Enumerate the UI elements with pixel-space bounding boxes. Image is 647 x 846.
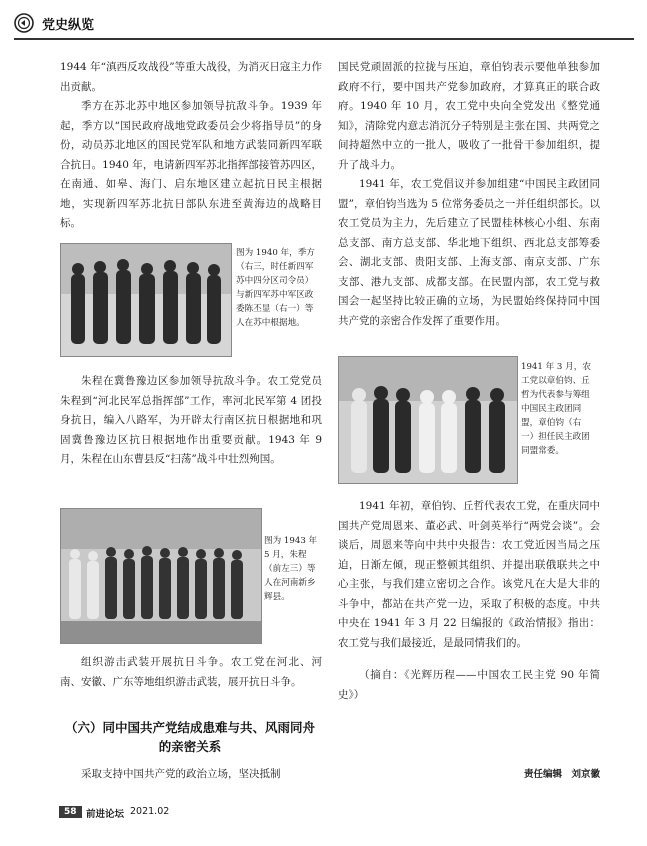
- photo-jifang-1940: [60, 243, 232, 357]
- left-paragraph-5: 采取支持中国共产党的政治立场，坚决抵制: [81, 768, 281, 780]
- left-paragraph-3: 朱程在冀鲁豫边区参加领导抗敌斗争。农工党党员朱程到“河北民军总指挥部”工作，率河北民军第 4 团投身抗日，编入八路军，为开辟太行南区抗日根据地和巩固冀鲁豫边区抗日根据地作出重要贡献。1943 年 9 月，朱程在山东曹县反“扫荡”战斗中壮烈殉国。: [60, 375, 322, 465]
- left-paragraph-4: 组织游击武装开展抗日斗争。农工党在河北、河南、安徽、广东等地组织游击武装，展开抗日斗争。: [60, 656, 322, 688]
- group-photo-icon: [61, 509, 261, 643]
- issue-date: 2021.02: [130, 806, 170, 817]
- photo-caption-1: 图为 1940 年，季方（右三，时任新四军苏中四分区司令员）与新四军苏中军区政委陈丕显（右一）等人在苏中根据地。: [236, 248, 315, 328]
- left-paragraph-2: 季方在苏北苏中地区参加领导抗敌斗争。1939 年起，季方以“国民政府战地党政委员会少将指导员”的身份，动员苏北地区的国民党军队和地方武装同新四军联合抗日。1940 年，电请新四军苏北指挥部接管苏四区，在南通、如皋、海门、启东地区建立起抗日民主根据地，实现新四军苏北抗日部队东进至黄海边的战略目标。: [60, 100, 322, 229]
- right-paragraph-3: 1941 年初，章伯钧、丘哲代表农工党，在重庆同中国共产党周恩来、董必武、叶剑英举行“两党会谈”。会谈后，周恩来等向中共中央报告：农工党近因当局之压迫，日渐左倾，现正整顿其组织、并提出联俄联共之中心主张，与我们建立密切之合作。该党凡在大是大非的斗争中，都站在共产党一边，采取了积极的态度。中共中央在 1941 年 3 月 22 日编报的《政治情报》指出：农工党与我们最接近，是最同情我们的。: [338, 500, 600, 649]
- group-photo-icon: [339, 357, 517, 483]
- photo-caption-3: 1941 年 3 月，农工党以章伯钧、丘哲为代表参与筹组中国民主政团同盟，章伯钧（右一）担任民主政团同盟常委。: [521, 362, 591, 456]
- responsible-editor: 责任编辑 刘京徽: [523, 769, 600, 780]
- section-title: 党史纵览: [42, 18, 95, 33]
- section-subheading: （六）同中国共产党结成患难与共、风雨同舟的亲密关系: [64, 720, 315, 754]
- header-rule: [14, 38, 634, 40]
- page-header: [14, 10, 634, 40]
- photo-caption-2: 图为 1943 年 5 月，朱程（前左三）等人在河南新乡辉县。: [264, 536, 318, 602]
- source-note: （摘自：《光辉历程——中国农工民主党 90 年简史》）: [338, 669, 600, 701]
- group-photo-icon: [61, 244, 231, 356]
- photo-zhangbojun-1941: [338, 356, 518, 484]
- magazine-name: 前进论坛: [86, 809, 125, 820]
- section-logo-icon: [14, 13, 34, 33]
- page-number: 58: [59, 806, 82, 818]
- right-paragraph-2: 1941 年，农工党倡议并参加组建“中国民主政团同盟”，章伯钧当选为 5 位常务委员之一并任组织部长。以农工党员为主力，先后建立了民盟桂林核心小组、东南总支部、南方总支部、华北地下组织、西北总支部筹委会、湖北支部、贵阳支部、上海支部、南京支部、广东支部、港九支部、成都支部。在民盟内部，农工党与救国会一起坚持比较正确的立场，为民盟始终保持同中国共产党的亲密合作发挥了重要作用。: [338, 178, 600, 327]
- right-paragraph-1: 国民党顽固派的拉拢与压迫，章伯钧表示要他单独参加政府不行，要中国共产党参加政府，才算真正的联合政府。1940 年 10 月，农工党中央向全党发出《整党通知》，清除党内意志消沉分子特别是主张在国、共两党之间持超然中立的一批人，吸收了一批骨干参加组织，提升了战斗力。: [338, 61, 600, 171]
- photo-zhucheng-1943: [60, 508, 262, 644]
- left-paragraph-1: 1944 年“滇西反攻战役”等重大战役，为消灭日寇主力作出贡献。: [60, 61, 322, 93]
